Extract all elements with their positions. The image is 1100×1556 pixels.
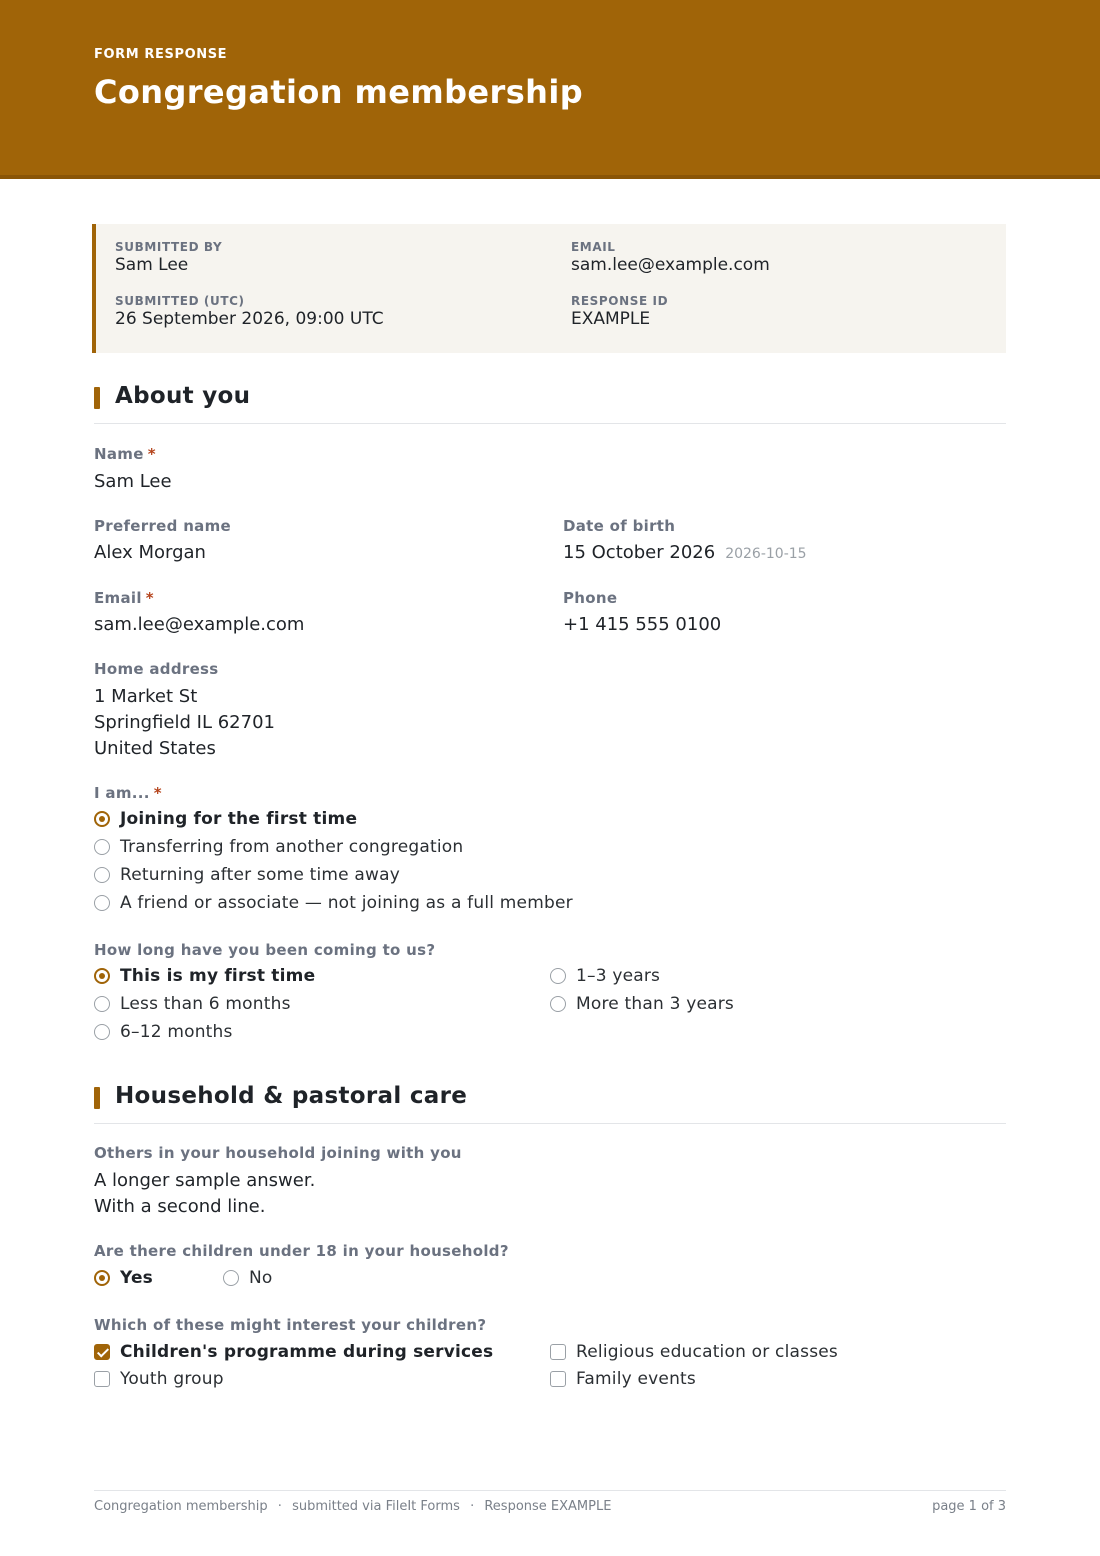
meta-value: sam.lee@example.com bbox=[571, 255, 770, 275]
footer-response: Response EXAMPLE bbox=[484, 1499, 612, 1514]
field-label-preferred-name: Preferred name bbox=[94, 517, 231, 535]
option-label: Returning after some time away bbox=[120, 865, 401, 885]
field-value-email: sam.lee@example.com bbox=[94, 614, 305, 635]
required-marker: * bbox=[145, 589, 154, 607]
required-marker: * bbox=[153, 784, 162, 802]
option-label: This is my first time bbox=[120, 966, 316, 986]
radio-selected-icon bbox=[94, 811, 110, 827]
field-label-email bbox=[94, 589, 154, 607]
field-label-household-others: Others in your household joining with you bbox=[94, 1144, 462, 1162]
option-label: Yes bbox=[120, 1268, 153, 1288]
option-label: Family events bbox=[576, 1369, 696, 1389]
field-label-dob: Date of birth bbox=[563, 517, 676, 535]
meta-label: RESPONSE ID bbox=[571, 294, 669, 308]
section-accent-bar bbox=[94, 387, 100, 409]
option-label: 1–3 years bbox=[576, 966, 661, 986]
checkbox-option[interactable] bbox=[550, 1340, 838, 1364]
field-label-name bbox=[94, 445, 156, 463]
radio-empty-icon bbox=[550, 996, 566, 1012]
section-header-about bbox=[94, 383, 1006, 424]
field-value-name: Sam Lee bbox=[94, 471, 172, 492]
radio-option[interactable] bbox=[94, 863, 400, 887]
meta-value: Sam Lee bbox=[115, 255, 189, 275]
page-footer bbox=[94, 1490, 1006, 1514]
option-label: Religious education or classes bbox=[576, 1342, 838, 1362]
section-title: About you bbox=[115, 383, 251, 409]
radio-empty-icon bbox=[94, 996, 110, 1012]
submission-meta-card bbox=[92, 224, 1006, 353]
dob-iso: 2026-10-15 bbox=[725, 546, 807, 562]
dob-text: 15 October 2026 bbox=[563, 542, 716, 563]
option-label: A friend or associate — not joining as a full member bbox=[120, 893, 573, 913]
radio-empty-icon bbox=[94, 867, 110, 883]
checkbox-empty-icon bbox=[550, 1344, 566, 1360]
meta-label: EMAIL bbox=[571, 240, 616, 254]
meta-email bbox=[571, 240, 770, 275]
radio-option[interactable] bbox=[94, 807, 357, 831]
form-header bbox=[0, 0, 1100, 179]
meta-response-id bbox=[571, 294, 668, 329]
field-label-interests: Which of these might interest your children? bbox=[94, 1316, 487, 1334]
meta-label: SUBMITTED (UTC) bbox=[115, 294, 245, 308]
header-kicker: FORM RESPONSE bbox=[94, 47, 228, 62]
option-label: Transferring from another congregation bbox=[120, 837, 464, 857]
field-label-address: Home address bbox=[94, 660, 219, 678]
page-number: page 1 of 3 bbox=[932, 1499, 1006, 1514]
option-label: More than 3 years bbox=[576, 994, 734, 1014]
checkbox-checked-icon bbox=[94, 1344, 110, 1360]
answer-line: With a second line. bbox=[94, 1196, 266, 1217]
checkbox-option[interactable] bbox=[94, 1367, 224, 1391]
field-label-phone: Phone bbox=[563, 589, 618, 607]
radio-option[interactable] bbox=[550, 964, 660, 988]
label-text: I am... bbox=[94, 784, 150, 802]
radio-selected-icon bbox=[94, 968, 110, 984]
section-header-household bbox=[94, 1083, 1006, 1124]
footer-separator: · bbox=[470, 1499, 475, 1514]
field-label-children: Are there children under 18 in your household? bbox=[94, 1242, 509, 1260]
radio-empty-icon bbox=[94, 1024, 110, 1040]
option-label: Youth group bbox=[120, 1369, 224, 1389]
radio-empty-icon bbox=[94, 839, 110, 855]
option-label: No bbox=[249, 1268, 273, 1288]
address-line: 1 Market St bbox=[94, 686, 198, 707]
field-value-dob bbox=[563, 540, 807, 567]
radio-option[interactable] bbox=[94, 964, 315, 988]
radio-option[interactable] bbox=[94, 891, 573, 915]
radio-option[interactable] bbox=[94, 992, 291, 1016]
meta-label: SUBMITTED BY bbox=[115, 240, 223, 254]
option-label: 6–12 months bbox=[120, 1022, 233, 1042]
radio-option[interactable] bbox=[94, 835, 463, 859]
radio-option[interactable] bbox=[94, 1020, 233, 1044]
radio-option[interactable] bbox=[94, 1266, 153, 1290]
radio-option[interactable] bbox=[223, 1266, 273, 1290]
address-line: United States bbox=[94, 738, 216, 759]
meta-submitted-time bbox=[115, 294, 384, 329]
radio-option[interactable] bbox=[550, 992, 734, 1016]
field-value-household-others bbox=[94, 1168, 315, 1220]
checkbox-empty-icon bbox=[94, 1371, 110, 1387]
footer-separator: · bbox=[277, 1499, 282, 1514]
meta-value: 26 September 2026, 09:00 UTC bbox=[115, 309, 384, 329]
field-label-how-long: How long have you been coming to us? bbox=[94, 941, 436, 959]
radio-selected-icon bbox=[94, 1270, 110, 1286]
page-title: Congregation membership bbox=[94, 73, 583, 111]
checkbox-empty-icon bbox=[550, 1371, 566, 1387]
checkbox-option[interactable] bbox=[94, 1340, 493, 1364]
label-text: Email bbox=[94, 589, 142, 607]
meta-value: EXAMPLE bbox=[571, 309, 651, 329]
field-value-address bbox=[94, 684, 275, 762]
meta-submitted-by bbox=[115, 240, 222, 275]
required-marker: * bbox=[147, 445, 156, 463]
option-label: Joining for the first time bbox=[120, 809, 358, 829]
field-value-phone: +1 415 555 0100 bbox=[563, 614, 722, 635]
section-title: Household & pastoral care bbox=[115, 1083, 468, 1109]
radio-empty-icon bbox=[550, 968, 566, 984]
address-line: Springfield IL 62701 bbox=[94, 712, 275, 733]
checkbox-option[interactable] bbox=[550, 1367, 696, 1391]
footer-via: submitted via FileIt Forms bbox=[292, 1499, 460, 1514]
answer-line: A longer sample answer. bbox=[94, 1170, 316, 1191]
label-text: Name bbox=[94, 445, 144, 463]
field-label-iam bbox=[94, 784, 162, 802]
option-label: Children's programme during services bbox=[120, 1342, 494, 1362]
option-label: Less than 6 months bbox=[120, 994, 291, 1014]
radio-empty-icon bbox=[94, 895, 110, 911]
footer-form-name: Congregation membership bbox=[94, 1499, 268, 1514]
radio-empty-icon bbox=[223, 1270, 239, 1286]
field-value-preferred-name: Alex Morgan bbox=[94, 542, 206, 563]
section-accent-bar bbox=[94, 1087, 100, 1109]
